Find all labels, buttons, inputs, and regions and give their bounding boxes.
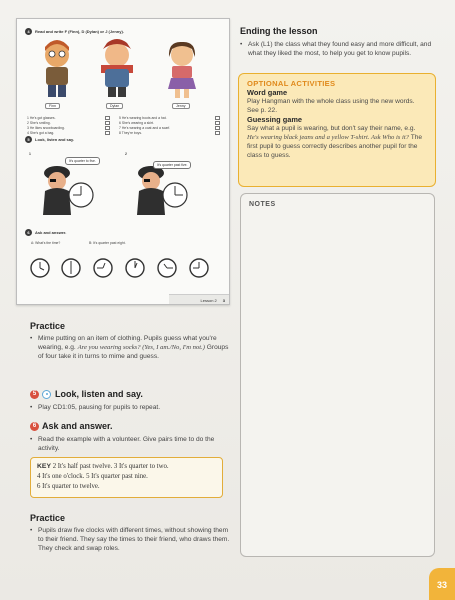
look-listen-header — [30, 389, 230, 399]
guessing-game-title: Guessing game — [247, 115, 303, 124]
section-number-badge: 5 — [30, 390, 39, 399]
alarm-clock-icon — [190, 259, 208, 277]
sb-name-jenny: Jenny — [172, 103, 190, 109]
sb-scene-1-number: 1 — [29, 152, 31, 156]
dylan-illustration — [97, 39, 137, 101]
sb-ex4-header — [25, 28, 124, 35]
ask-answer-title: Ask and answer. — [42, 421, 113, 431]
guessing-game-text — [247, 124, 427, 160]
sb-question-a: A: What's the time? — [31, 241, 61, 245]
sb-ex4-title: Read and write F (Finn), D (Dylan) or J (Jenny). — [35, 29, 124, 34]
ending-title: Ending the lesson — [240, 26, 318, 36]
sb-name-finn: Finn — [45, 103, 60, 109]
practice-section-2 — [30, 513, 230, 553]
key-line-3: 6 It's quarter to twelve. — [37, 483, 100, 490]
look-listen-bullet: • Play CD1:05, pausing for pupils to repeat. — [30, 403, 230, 412]
ask-answer-bullet: • Read the example with a volunteer. Give pairs time to do the activity. — [30, 435, 230, 453]
sb-answer-boxes-right — [215, 116, 221, 135]
practice-text-part: Mime putting on an item of clothing. Pupils guess what you're wearing, e.g. — [38, 335, 217, 351]
alarm-clock-icon — [126, 259, 144, 277]
sb-speech-bubble-2: It's quarter past five. — [153, 161, 191, 169]
guessing-text-part: Say what a pupil is wearing, but don't say their name, e.g. — [247, 125, 416, 132]
key-label: KEY — [37, 463, 51, 470]
practice-text-part: Groups of four take it in turns to mime and guess. — [38, 344, 229, 360]
ending-section — [240, 26, 435, 58]
finn-illustration — [37, 39, 77, 101]
student-book-page — [16, 18, 230, 305]
alarm-clock-icon — [158, 259, 176, 277]
practice-bullet-1 — [30, 334, 230, 361]
sb-sentence: 6 She's wearing a skirt. — [119, 121, 154, 125]
sb-ex5-title: Look, listen and say. — [35, 137, 75, 142]
clocks-row — [27, 257, 222, 279]
pirate-with-clock-1 — [35, 161, 97, 219]
sb-sentence: 5 He's wearing boots and a hat. — [119, 116, 167, 120]
sb-speech-bubble-1: It's quarter to five. — [65, 157, 100, 165]
practice-text-example: Are you wearing socks? (Yes, I am./No, I'm not.) — [77, 344, 205, 351]
word-game-text: Play Hangman with the whole class using the new words. See p. 22. — [247, 98, 415, 114]
sb-sentences-right — [119, 116, 170, 136]
sb-ex5-number: 5 — [25, 136, 32, 143]
sb-ex6-number: 6 — [25, 229, 32, 236]
sb-question-b: B: It's quarter past eight. — [89, 241, 126, 245]
sb-name-dylan: Dylan — [106, 103, 123, 109]
sb-sentence: 3 He likes snowboarding. — [27, 126, 65, 130]
cd-icon — [42, 390, 51, 399]
notes-box[interactable] — [240, 193, 435, 557]
sb-sentence: 1 He's got glasses. — [27, 116, 56, 120]
ending-bullet: • Ask (L1) the class what they found easy and more difficult, and what they liked the most, to help you get to know pupils. — [240, 40, 435, 58]
sb-sentences-left — [27, 116, 65, 136]
ask-answer-header — [30, 421, 230, 431]
practice-section-1 — [30, 321, 230, 361]
section-number-badge: 6 — [30, 422, 39, 431]
sb-ex4-number: 4 — [25, 28, 32, 35]
pirate-with-clock-2 — [129, 161, 191, 219]
sb-page-number: 3 — [222, 298, 225, 303]
jenny-illustration — [162, 39, 202, 101]
sb-ex6-header — [25, 229, 66, 236]
sb-ex6-title: Ask and answer. — [35, 230, 67, 235]
sb-lesson-label: Lesson 2 — [200, 298, 217, 303]
alarm-clock-icon — [94, 259, 112, 277]
guessing-text-part: The first pupil to guess correctly describes another pupil for the class to guess. — [247, 134, 423, 159]
sb-sentence: 8 They're boys. — [119, 131, 143, 135]
practice-bullet-2: • Pupils draw five clocks with different times, without showing them to their friend. They say the times to their friend, who draws them. They check and swap roles. — [30, 526, 230, 553]
sb-sentence: 2 She's smiling. — [27, 121, 51, 125]
look-listen-title: Look, listen and say. — [55, 389, 143, 399]
alarm-clock-icon — [31, 259, 49, 277]
guessing-text-example: He's wearing black jeans and a yellow T-shirt. Ask Who is it? — [247, 134, 409, 141]
sb-ex5-header — [25, 136, 74, 143]
page-number-tab: 33 — [429, 568, 455, 600]
notes-label: NOTES — [249, 201, 276, 208]
optional-activities-box — [238, 73, 436, 187]
sb-answer-boxes-left — [105, 116, 111, 135]
sb-sentence: 4 She's got a bag. — [27, 131, 55, 135]
ask-answer-section — [30, 421, 230, 453]
sb-scene-2-number: 2 — [125, 152, 127, 156]
key-line-1: 2 It's half past twelve. 3 It's quarter to two. — [52, 463, 169, 470]
practice-title-1: Practice — [30, 321, 66, 331]
alarm-clock-icon — [62, 259, 80, 277]
sb-footer — [169, 294, 229, 304]
key-line-2: 4 It's one o'clock. 5 It's quarter past nine. — [37, 473, 148, 480]
look-listen-section — [30, 389, 230, 412]
word-game-title: Word game — [247, 88, 288, 97]
practice-title-2: Practice — [30, 513, 66, 523]
sb-sentence: 7 He's wearing a coat and a scarf. — [119, 126, 171, 130]
answer-key-box — [30, 457, 223, 498]
optional-title: OPTIONAL ACTIVITIES — [247, 79, 336, 88]
